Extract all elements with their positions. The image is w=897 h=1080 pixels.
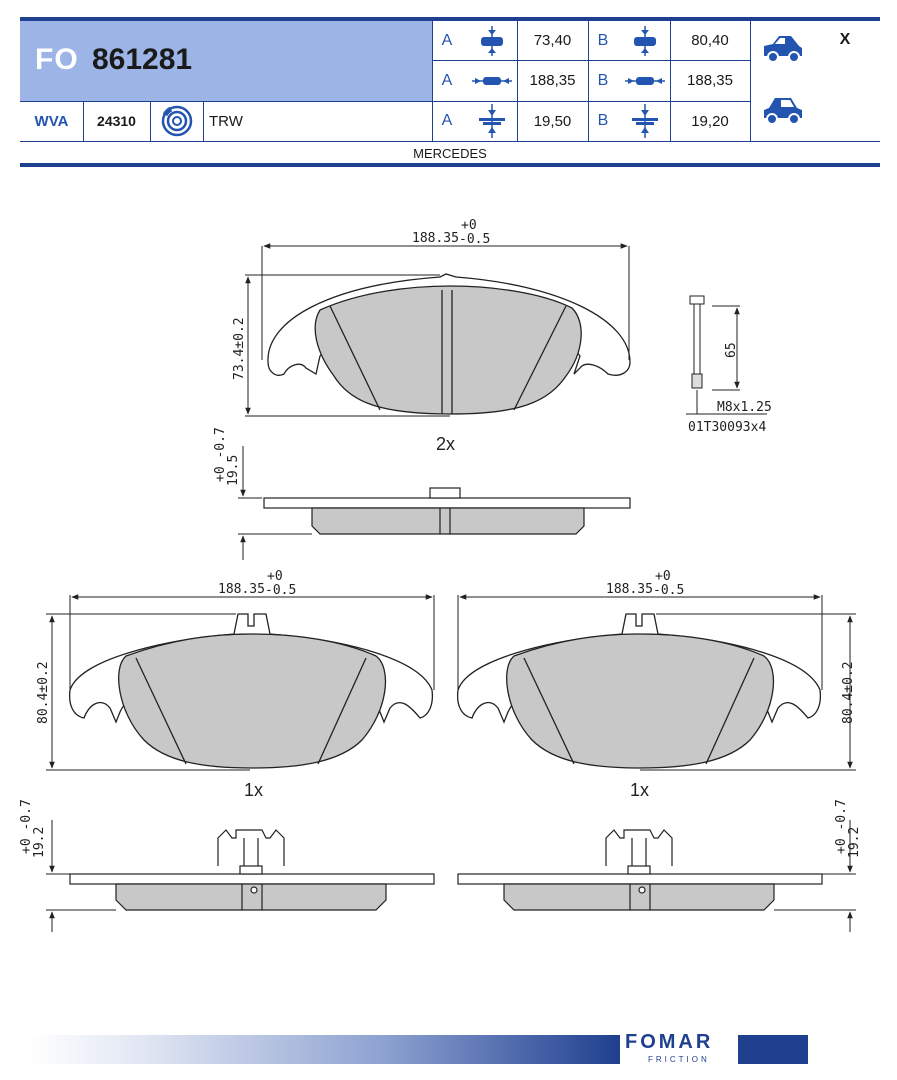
pad-left-side-view [70, 830, 434, 910]
dim-left-thickness [19, 799, 116, 932]
top-thickness-tol: +0 -0.7 [213, 427, 228, 482]
top-width-tol-hi: +0 [461, 218, 477, 233]
dim-b-key: B [597, 31, 609, 49]
dim-b-key: B [597, 112, 609, 129]
vehicle-make: MERCEDES [413, 145, 487, 161]
product-number: 861281 [92, 43, 193, 76]
right-height-label: 80.4±0.2 [841, 661, 856, 724]
dim-right-thickness [774, 799, 862, 932]
bolt-code-label: 01T30093x4 [688, 420, 767, 435]
pad-top-front-view [268, 274, 630, 414]
right-width-tol-lo: -0.5 [653, 583, 685, 598]
right-count-label: 1x [630, 780, 650, 800]
left-width-label: 188.35 [218, 582, 265, 597]
left-count-label: 1x [244, 780, 264, 800]
brand-logo-subtitle: FRICTION [648, 1055, 710, 1064]
bolt-length-label: 65 [724, 342, 739, 358]
right-width-tol-hi: +0 [655, 569, 671, 584]
left-width-tol-lo: -0.5 [265, 583, 297, 598]
dim-a-key: A [441, 112, 453, 129]
dim-top-thickness [213, 427, 312, 560]
top-thickness-label: 19.5 [226, 454, 241, 486]
axle-marker: X [839, 31, 851, 48]
right-thickness-tol: +0 -0.7 [834, 799, 849, 854]
pad-top-side-view [264, 488, 630, 534]
product-prefix: FO [35, 43, 79, 76]
brand-logo-box [738, 1035, 808, 1064]
dim-b-key: B [597, 71, 609, 89]
pad-left-front-view [70, 614, 433, 768]
top-height-label: 73.4±0.2 [232, 317, 247, 380]
bolt-thread-label: M8x1.25 [717, 400, 772, 415]
pad-right-side-view [458, 830, 822, 910]
dim-b-thickness: 19,20 [691, 112, 729, 130]
left-thickness-tol: +0 -0.7 [19, 799, 34, 854]
brand-label: TRW [209, 112, 243, 130]
dim-a-thickness: 19,50 [533, 112, 572, 130]
brand-logo: FOMAR [625, 1031, 714, 1053]
right-thickness-label: 19.2 [847, 826, 862, 858]
left-height-label: 80.4±0.2 [36, 661, 51, 724]
wva-label: WVA [34, 112, 69, 130]
dim-a-key: A [441, 71, 453, 89]
right-width-label: 188.35 [606, 582, 653, 597]
dim-a-width: 188,35 [529, 72, 576, 89]
dim-a-height: 73,40 [533, 32, 572, 49]
dim-b-height: 80,40 [691, 32, 729, 49]
dim-a-key: A [441, 31, 453, 49]
footer-gradient-bar [30, 1035, 620, 1064]
dim-b-width: 188,35 [687, 72, 733, 89]
wva-number: 24310 [97, 113, 136, 129]
top-count-label: 2x [436, 434, 456, 454]
top-width-tol-lo: -0.5 [459, 232, 491, 247]
left-thickness-label: 19.2 [32, 826, 47, 858]
left-width-tol-hi: +0 [267, 569, 283, 584]
top-width-label: 188.35 [412, 231, 459, 246]
pad-right-front-view [458, 614, 821, 768]
